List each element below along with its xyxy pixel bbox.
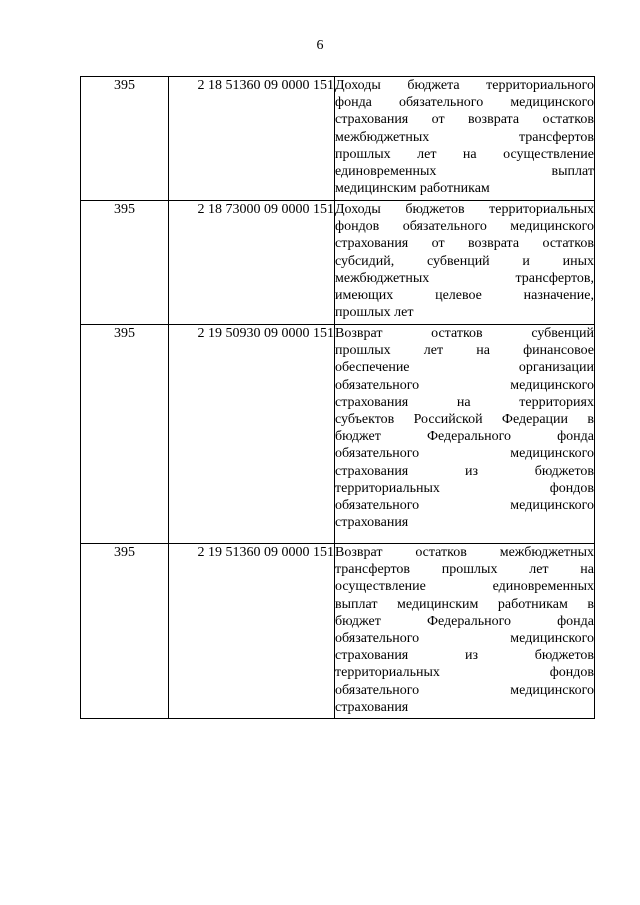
description-line: медицинским работникам	[335, 181, 490, 197]
admin-code-cell: 395	[81, 201, 169, 325]
description-line: субъектов Российской Федерации в	[335, 412, 594, 428]
description-line: Доходы бюджета территориального	[335, 78, 594, 93]
description-line: территориальных фондов	[335, 480, 594, 496]
description-line: Доходы бюджетов территориальных	[335, 202, 594, 217]
description-line: бюджет Федерального фонда	[335, 429, 594, 445]
description-line: страхования	[335, 699, 409, 715]
budget-codes-table	[80, 76, 595, 719]
description-cell	[335, 77, 595, 201]
admin-code-cell: 395	[81, 325, 169, 544]
description-cell	[335, 201, 595, 325]
description-line: межбюджетных трансфертов	[335, 129, 594, 145]
description-line: фондов обязательного медицинского	[335, 219, 594, 235]
description-line: единовременных выплат	[335, 164, 594, 180]
description-line: Возврат остатков межбюджетных	[335, 545, 594, 560]
description-line: страхования от возврата остатков	[335, 112, 594, 128]
description-line: прошлых лет на финансовое	[335, 343, 594, 359]
description-line: территориальных фондов	[335, 665, 594, 681]
budget-code-cell: 2 19 50930 09 0000 151	[169, 325, 335, 544]
table-row	[81, 325, 595, 544]
description-line: выплат медицинским работникам в	[335, 596, 594, 612]
description-line: обязательного медицинского	[335, 631, 594, 647]
description-line: субсидий, субвенций и иных	[335, 253, 594, 269]
description-line: страхования	[335, 515, 409, 531]
description-line: осуществление единовременных	[335, 579, 594, 595]
description-line: фонда обязательного медицинского	[335, 95, 594, 111]
budget-code-cell: 2 18 73000 09 0000 151	[169, 201, 335, 325]
description-line: Возврат остатков субвенций	[335, 326, 594, 341]
description-line: обязательного медицинского	[335, 446, 594, 462]
description-line: страхования на территориях	[335, 394, 594, 410]
description-line: прошлых лет	[335, 305, 414, 321]
admin-code-cell: 395	[81, 544, 169, 719]
budget-code-cell: 2 19 51360 09 0000 151	[169, 544, 335, 719]
table-row	[81, 544, 595, 719]
description-line: обязательного медицинского	[335, 682, 594, 698]
description-line: имеющих целевое назначение,	[335, 288, 594, 304]
description-line: страхования из бюджетов	[335, 463, 594, 479]
page-number: 6	[316, 38, 324, 53]
description-line: обязательного медицинского	[335, 377, 594, 393]
description-line: межбюджетных трансфертов,	[335, 270, 594, 286]
description-line: страхования от возврата остатков	[335, 236, 594, 252]
description-line: страхования из бюджетов	[335, 648, 594, 664]
description-line: трансфертов прошлых лет на	[335, 562, 594, 578]
table-row	[81, 201, 595, 325]
table-row	[81, 77, 595, 201]
description-line: бюджет Федерального фонда	[335, 613, 594, 629]
admin-code-cell: 395	[81, 77, 169, 201]
description-line: обеспечение организации	[335, 360, 594, 376]
description-cell	[335, 325, 595, 544]
budget-code-cell: 2 18 51360 09 0000 151	[169, 77, 335, 201]
description-cell	[335, 544, 595, 719]
description-line: прошлых лет на осуществление	[335, 146, 594, 162]
description-line: обязательного медицинского	[335, 498, 594, 514]
